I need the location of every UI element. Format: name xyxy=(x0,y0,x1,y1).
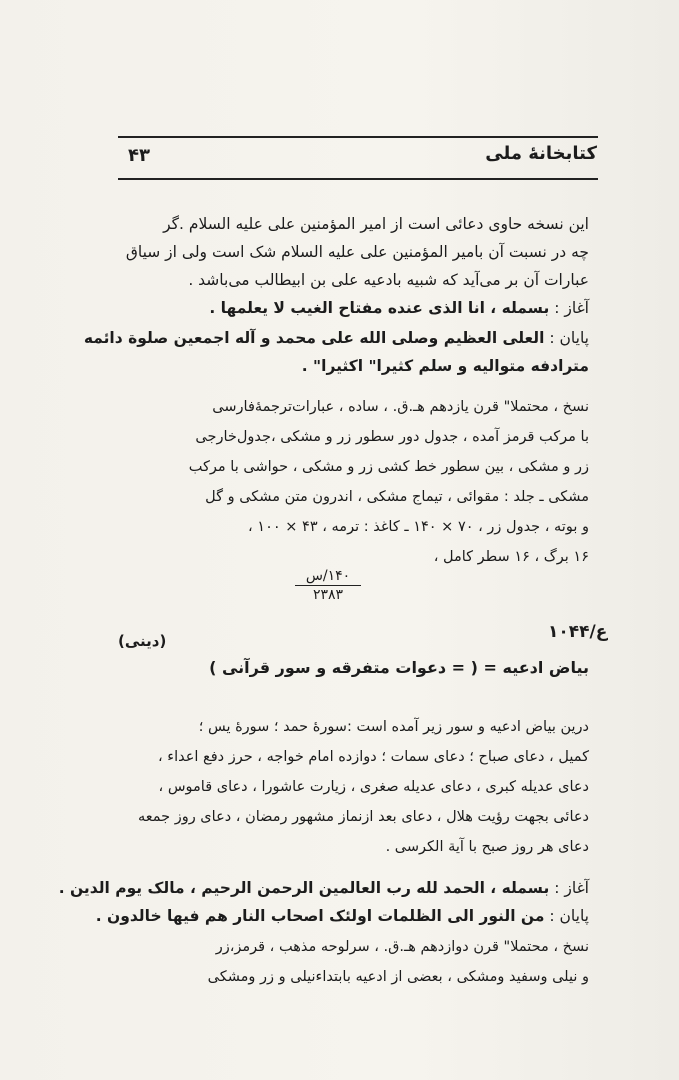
prev-entry-end xyxy=(83,324,589,380)
entry-beginning xyxy=(58,874,589,902)
header-top-rule xyxy=(118,136,598,138)
text-line: نسخ ، محتملا" قرن دوازدهم هـ.ق. ، سرلوحه مذهب ، قرمز،زر xyxy=(215,939,589,955)
text-line: و نیلی وسفید ومشکی ، بعضی از ادعیه بابتداءنیلی و زر ومشکی xyxy=(207,969,589,985)
text-line: ۱۶ برگ ، ۱۶ سطر کامل ، xyxy=(433,549,589,565)
header-bottom-rule xyxy=(118,178,598,180)
entry-physical-description xyxy=(139,932,589,992)
end-text-continued: مترادفه متوالیه و سلم کثیرا" اکثیرا" . xyxy=(301,357,589,375)
text-line: و بوته ، جدول زر ، ۷۰ × ۱۴۰ ـ کاغذ : ترمه ، ۴۳ × ۱۰۰ ، xyxy=(248,519,589,535)
text-line: درین بیاض ادعیه و سور زیر آمده است :سورهٔ حمد ؛ سورهٔ یس ؛ xyxy=(198,719,589,735)
text-line: دعائی بجهت رؤیت هلال ، دعای بعد ازنماز مشهور رمضان ، دعای روز جمعه xyxy=(137,809,589,825)
text-line: کمیل ، دعای صباح ؛ دعای سمات ؛ دوازده امام خواجه ، حرز دفع اعداء ، xyxy=(157,749,589,765)
prev-entry-beginning xyxy=(139,294,589,322)
entry-title: بیاض ادعیه = ( = دعوات متفرقه و سور قرآنی ) xyxy=(209,658,589,677)
text-line: این نسخه حاوی دعائی است از امیر المؤمنین علی علیه السلام .گر xyxy=(163,215,589,233)
end-label: پایان : xyxy=(549,907,589,925)
text-line: نسخ ، محتملا" قرن یازدهم هـ.ق. ، ساده ، عبارات‌ترجمه‌ٔفارسی xyxy=(212,399,589,415)
beginning-text: بسمله ، الحمد لله رب العالمین الرحمن الرحیم ، مالک یوم الدین . xyxy=(58,879,550,897)
text-line: زر و مشکی ، بین سطور خط کشی زر و مشکی ، حواشی با مرکب xyxy=(188,459,589,475)
end-text: العلی العظیم وصلی الله علی محمد و آله اجمعین صلوة دائمه xyxy=(83,329,545,347)
prev-entry-physical-description xyxy=(139,392,589,572)
entry-end xyxy=(95,902,589,930)
end-text: من النور الی الظلمات اولئک اصحاب النار هم فیها خالدون . xyxy=(95,907,545,925)
beginning-text: بسمله ، انا الذی عنده مفتاح الغیب لا یعلمها . xyxy=(209,299,550,317)
text-line: مشکی ـ جلد : مقوائی ، تیماج مشکی ، اندرون متن مشکی و گل xyxy=(205,489,589,505)
beginning-label: آغاز : xyxy=(554,879,589,897)
end-label: پایان : xyxy=(549,329,589,347)
text-line: چه در نسبت آن بامیر المؤمنین علی علیه السلام شک است ولی از سیاق xyxy=(125,243,589,261)
header-title: کتابخانهٔ ملی xyxy=(485,143,597,164)
entry-number: ۱۰۴۴/ع xyxy=(548,622,608,642)
text-line: دعای عدیله کبری ، دعای عدیله صغری ، زیارت عاشورا ، دعای قاموس ، xyxy=(158,779,589,795)
text-line: با مرکب قرمز آمده ، جدول دور سطور زر و مشکی ،جدول‌خارجی xyxy=(195,429,589,445)
prev-entry-description xyxy=(125,210,589,294)
text-line: دعای هر روز صبح با آیة الکرسی . xyxy=(385,839,589,855)
shelfmark-denominator: ۲۳۸۳ xyxy=(312,587,344,603)
entry-category: (دینی) xyxy=(118,632,167,650)
shelfmark-numerator: ۱۴۰/س xyxy=(295,567,361,586)
entry-description xyxy=(139,712,589,862)
text-line: عبارات آن بر می‌آید که شبیه بادعیه علی بن ابیطالب می‌باشد . xyxy=(188,271,589,289)
beginning-label: آغاز : xyxy=(554,299,589,317)
shelfmark-fraction xyxy=(295,567,361,604)
page-number: ۴۳ xyxy=(128,145,150,166)
